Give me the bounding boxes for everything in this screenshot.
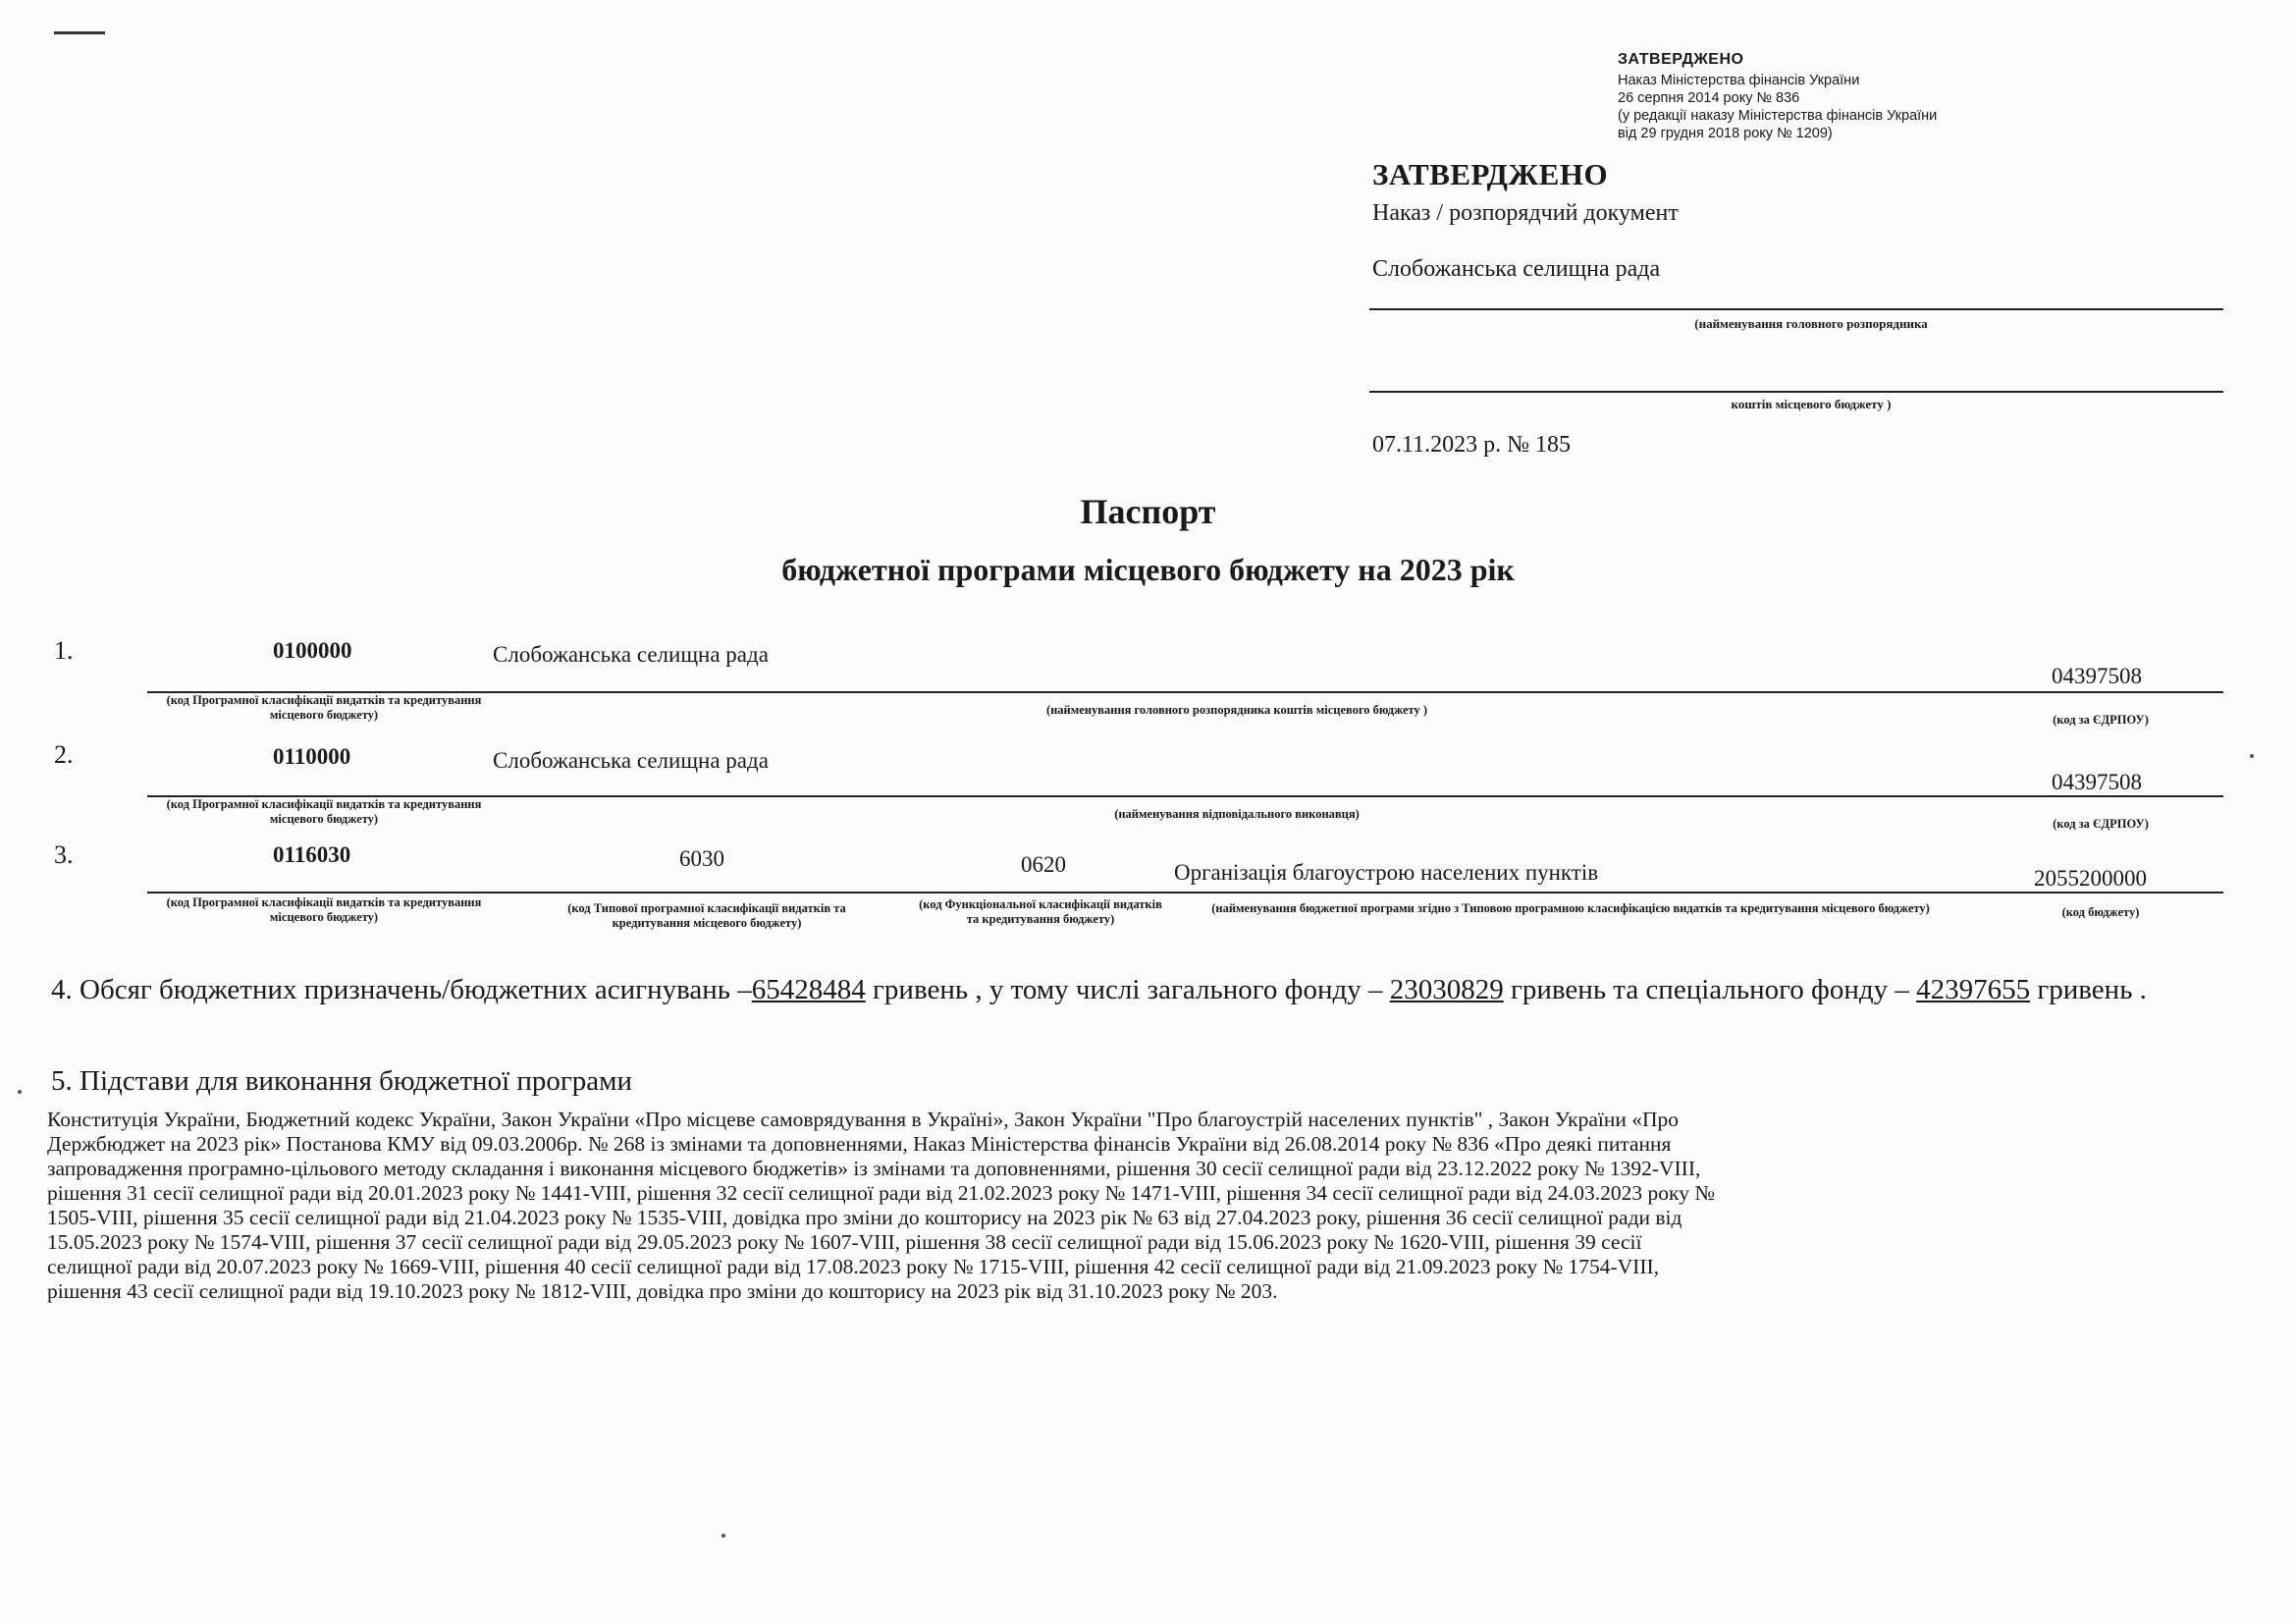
row-3-typical-caption: (код Типової програмної класифікації видатків та кредитування місцевого бюджету) [567, 901, 846, 930]
approval-date-number: 07.11.2023 р. № 185 [1372, 432, 1572, 458]
scan-speck [2250, 754, 2254, 758]
basis-line: рішення 31 сесії селищної ради від 20.01.2023 року № 1441-VIII, рішення 32 сесії селищної ради від 21.02.2023 року № 1471-VIII, рішення 34 сесії селищної ради від 24.03.2023 року № [47, 1181, 1715, 1205]
approval-small-line: Наказ Міністерства фінансів України [1618, 73, 1860, 88]
section-4-text: 4. Обсяг бюджетних призначень/бюджетних асигнувань – [51, 974, 752, 1005]
scan-speck [18, 1090, 22, 1094]
row-2-program-code: 0110000 [273, 744, 351, 769]
general-fund-amount: 23030829 [1389, 974, 1504, 1005]
section-4-text: гривень та спеціального фонду – [1503, 974, 1917, 1005]
basis-line: 15.05.2023 року № 1574-VIII, рішення 37 сесії селищної ради від 29.05.2023 року № 1607-VIII, рішення 38 сесії селищної ради від 15.06.2023 року № 1620-VIII, рішення 39 сесії [47, 1230, 1642, 1254]
row-1-edrpou-caption: (код за ЄДРПОУ) [2053, 713, 2149, 727]
scan-speck [721, 1534, 725, 1538]
section-4-text: гривень , у тому числі загального фонду – [865, 974, 1390, 1005]
row-2-number: 2. [54, 740, 74, 769]
basis-line: рішення 43 сесії селищної ради від 19.10.2023 року № 1812-VIII, довідка про зміни до кошторису на 2023 рік від 31.10.2023 року № 203. [47, 1279, 1278, 1303]
document-subtitle: бюджетної програми місцевого бюджету на 2023 рік [781, 552, 1515, 587]
section-4-text: гривень . [2030, 974, 2147, 1005]
row-1-program-code: 0100000 [273, 638, 352, 663]
basis-line: 1505-VIII, рішення 35 сесії селищної ради від 21.04.2023 року № 1535-VIII, довідка про зміни до кошторису на 2023 рік № 63 від 27.04.2023 року, рішення 36 сесії селищної ради від [47, 1206, 1682, 1229]
approval-doc-type: Наказ / розпорядчий документ [1372, 200, 1679, 226]
row-3-program-name: Організація благоустрою населених пунктів [1174, 860, 1599, 885]
row-2-name-caption: (найменування відповідального виконавця) [1114, 807, 1360, 821]
row-2-edrpou-caption: (код за ЄДРПОУ) [2053, 817, 2149, 831]
approval-heading: ЗАТВЕРДЖЕНО [1372, 157, 1609, 191]
approval-caption-1: (найменування головного розпорядника [1694, 316, 1928, 331]
approval-organization: Слобожанська селищна рада [1372, 256, 1661, 282]
section-5-heading: 5. Підстави для виконання бюджетної програми [51, 1065, 633, 1097]
basis-line: Держбюджет на 2023 рік» Постанова КМУ від 09.03.2006р. № 268 із змінами та доповненнями, Наказ Міністерства фінансів України від 26.08.2014 року № 836 «Про деякі питання [47, 1132, 1672, 1156]
section-4-budget-amount [51, 972, 2235, 1007]
row-3-functional-code: 0620 [1021, 852, 1066, 877]
row-2-code-caption: (код Програмної класифікації видатків та кредитування місцевого бюджету) [166, 797, 482, 826]
basis-line: селищної ради від 20.07.2023 року № 1669-VIII, рішення 40 сесії селищної ради від 17.08.2023 року № 1715-VIII, рішення 42 сесії селищної ради від 21.09.2023 року № 1754-VIII, [47, 1255, 1660, 1278]
row-1-edrpou: 04397508 [2052, 664, 2142, 688]
basis-line: Конституція України, Бюджетний кодекс України, Закон України «Про місцеве самоврядування в Україні», Закон України "Про благоустрій населених пунктів" , Закон України «Про [47, 1108, 1680, 1131]
approval-stamp-small [1618, 51, 1937, 142]
row-3-number: 3. [54, 840, 74, 869]
approval-underline-2 [1369, 391, 2223, 393]
corner-mark [54, 31, 105, 34]
row-1-name-caption: (найменування головного розпорядника коштів місцевого бюджету ) [1045, 703, 1428, 717]
approval-underline-1 [1369, 308, 2223, 310]
row-2-name: Слобожанська селищна рада [493, 748, 769, 773]
special-fund-amount: 42397655 [1916, 974, 2031, 1005]
approval-small-heading: ЗАТВЕРДЖЕНО [1618, 51, 1744, 68]
row-1-name: Слобожанська селищна рада [493, 642, 769, 667]
basis-line: запровадження програмно-цільового методу складання і виконання місцевого бюджетів» із змінами та доповненнями, рішення 30 сесії селищної ради від 23.12.2022 року № 1392-VIII, [47, 1157, 1701, 1180]
approval-block [1372, 157, 2226, 283]
row-3-typical-code: 6030 [679, 846, 724, 871]
total-amount: 65428484 [751, 974, 866, 1005]
approval-small-line: (у редакції наказу Міністерства фінансів України [1618, 108, 1938, 124]
approval-small-line: 26 серпня 2014 року № 836 [1618, 90, 1800, 106]
row-2-edrpou: 04397508 [2052, 770, 2142, 794]
row-3-functional-caption: (код Функціональної класифікації видатків та кредитування бюджету) [919, 897, 1162, 926]
approval-small-line: від 29 грудня 2018 року № 1209) [1618, 126, 1833, 141]
row-3-budget-code: 2055200000 [2034, 866, 2147, 891]
row-3-code-caption: (код Програмної класифікації видатків та кредитування місцевого бюджету) [166, 895, 482, 924]
section-5-basis-text [47, 1108, 2236, 1304]
document-title: Паспорт [1080, 492, 1216, 531]
row-3-program-code: 0116030 [273, 842, 351, 867]
row-1-number: 1. [54, 636, 74, 665]
row-3-budget-caption: (код бюджету) [2061, 905, 2140, 919]
approval-caption-2: коштів місцевого бюджету ) [1731, 397, 1892, 411]
row-1-code-caption: (код Програмної класифікації видатків та кредитування місцевого бюджету) [166, 693, 482, 722]
row-3-name-caption: (найменування бюджетної програми згідно з Типовою програмною класифікацією видатків та кредитування місцевого бюджету) [1211, 901, 1930, 915]
row-3-underline [147, 892, 2223, 893]
